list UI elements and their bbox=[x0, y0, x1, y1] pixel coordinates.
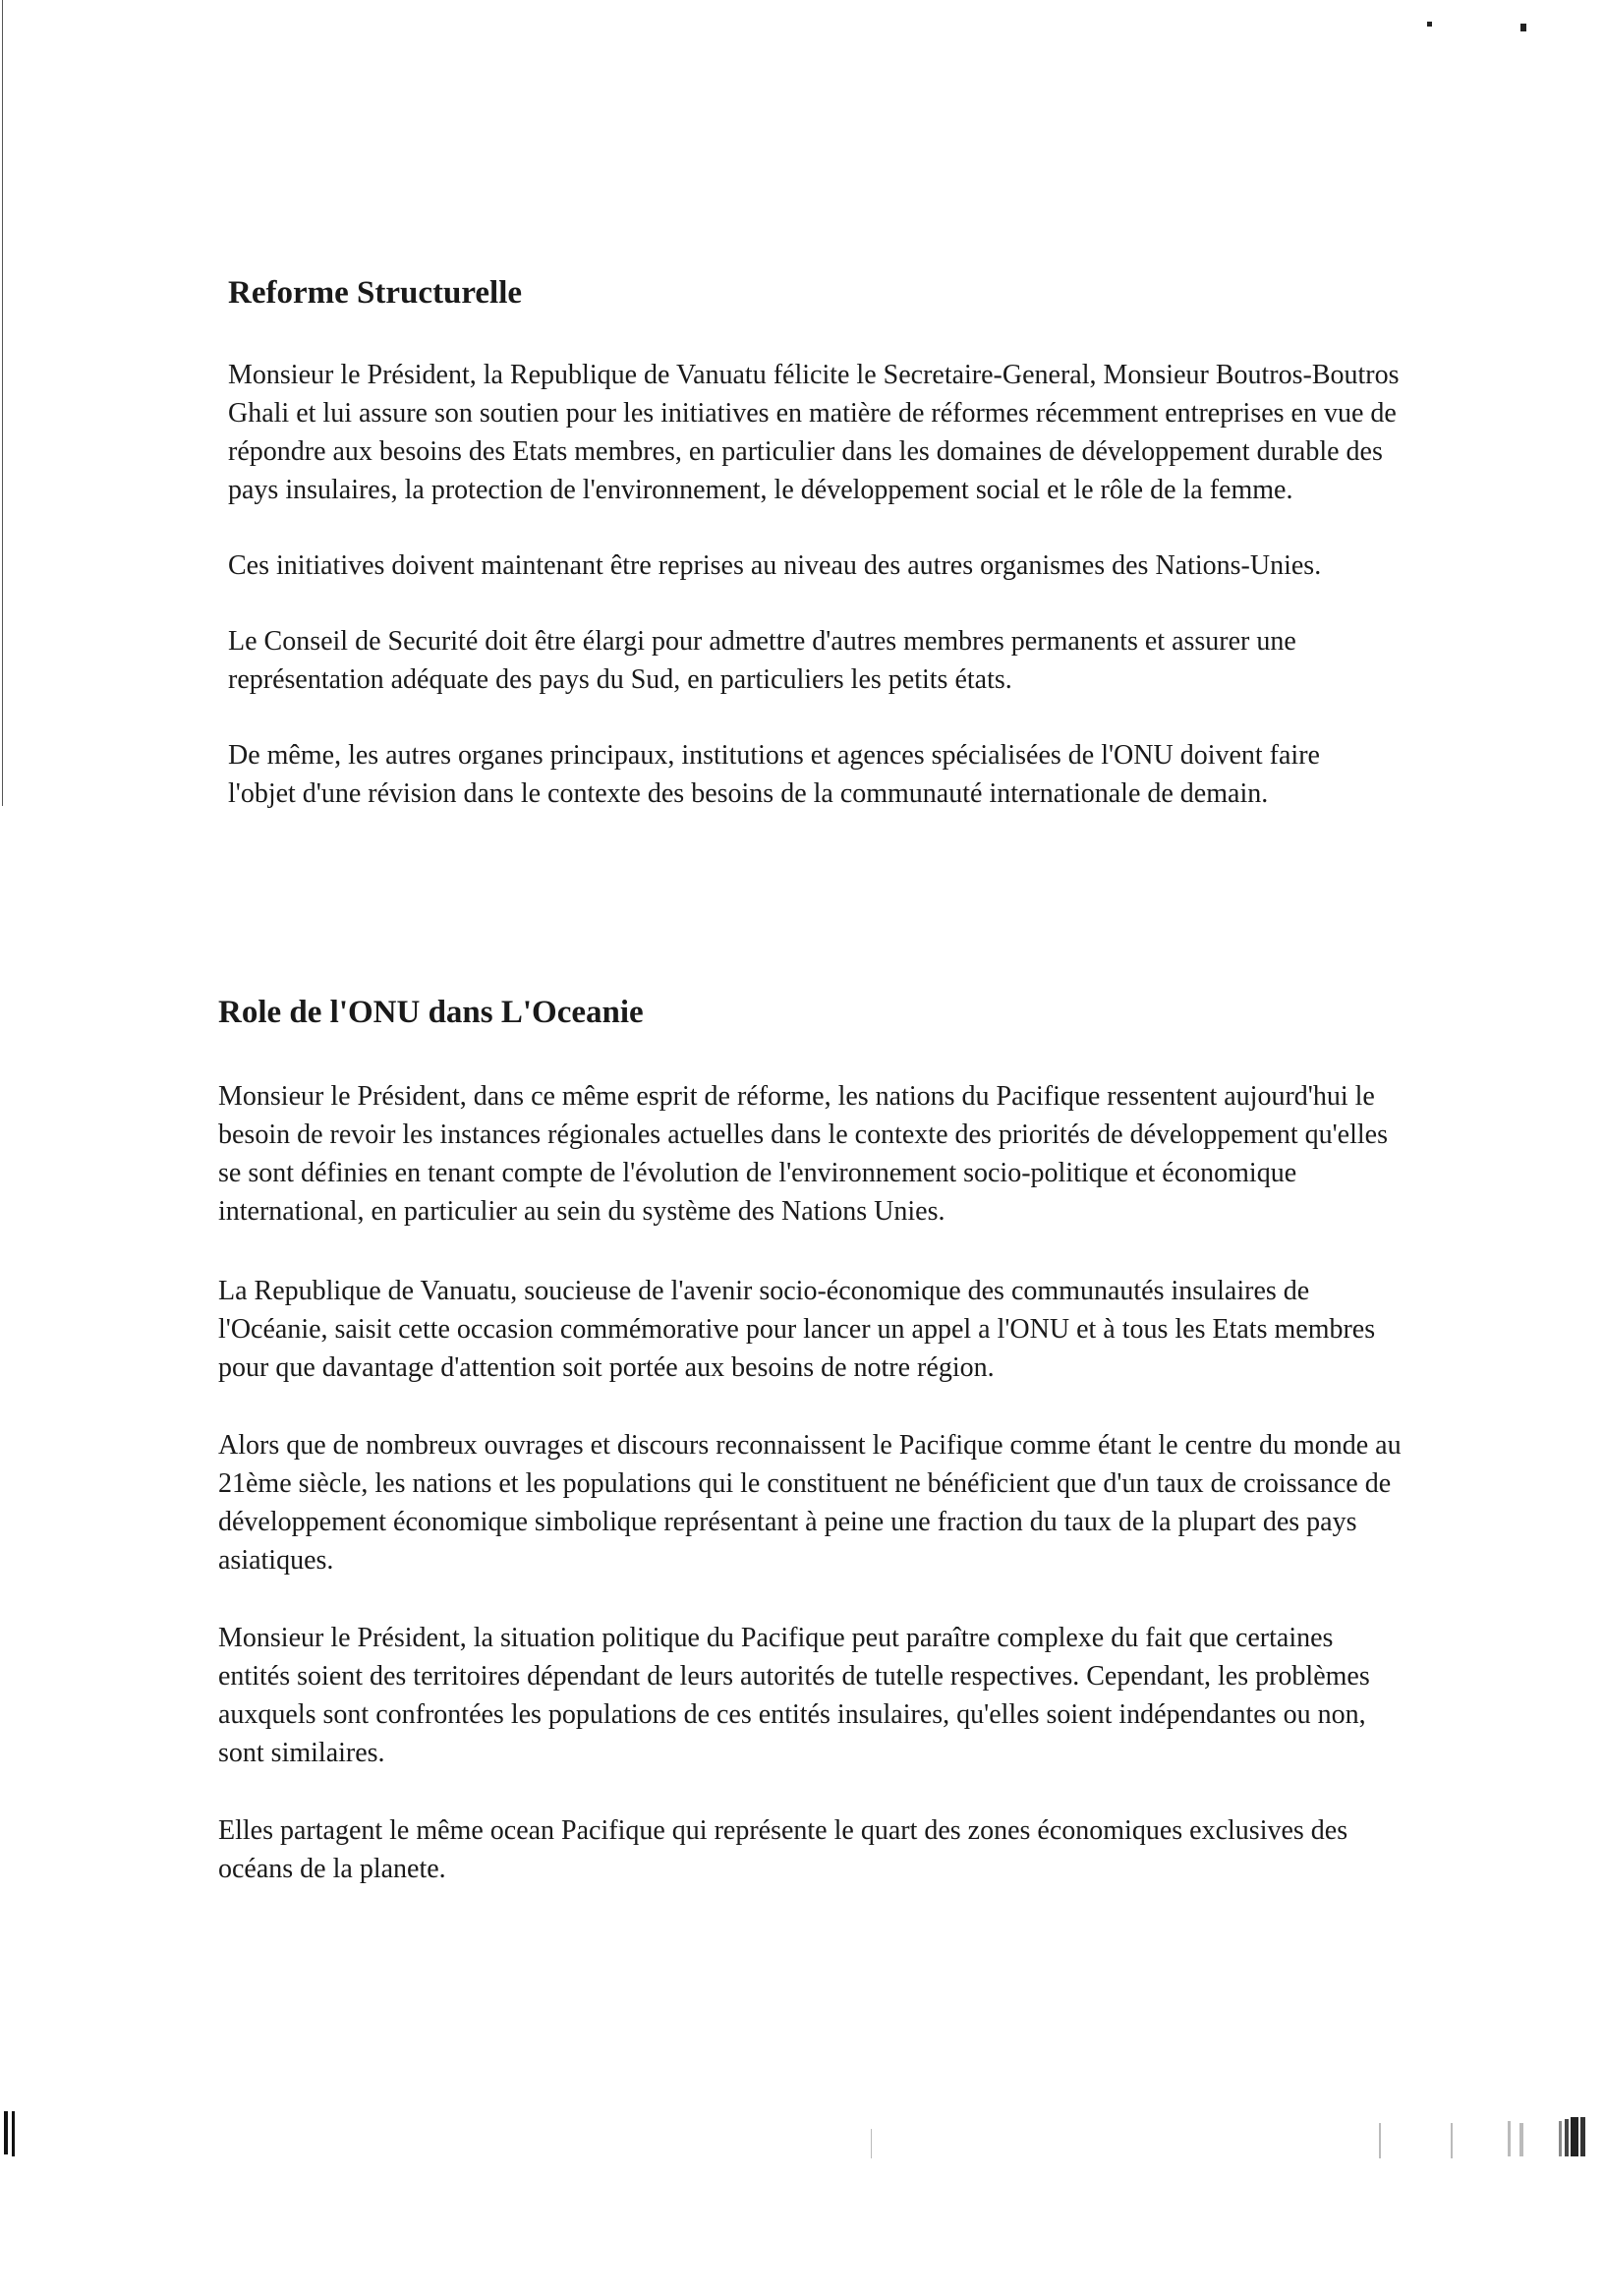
paragraph: Elles partagent le même ocean Pacifique qui représente le quart des zones économiques exclusives des océans de la planete. bbox=[218, 1815, 1348, 1884]
scan-speck bbox=[1451, 2123, 1453, 2158]
section-role-onu-oceanie bbox=[218, 993, 1427, 1888]
scan-bar bbox=[1559, 2121, 1562, 2156]
scan-speck bbox=[1379, 2123, 1381, 2158]
scan-speck bbox=[1508, 2121, 1511, 2156]
paragraph: Monsieur le Président, la Republique de Vanuatu félicite le Secretaire-General, Monsieur Boutros-Boutros Ghali et lui assure son soutien pour les initiatives en matière de réformes récemment entreprises en vue de répondre aux besoins des Etats membres, en particulier dans les domaines de développement durable des pays insulaires, la protection de l'environnement, le développement social et le rôle de la femme. bbox=[228, 360, 1400, 505]
paragraph: Monsieur le Président, la situation politique du Pacifique peut paraître complexe du fait que certaines entités soient des territoires dépendant de leurs autorités de tutelle respectives. Cependant, les problèmes auxquels sont confrontées les populations de ces entités insulaires, qu'elles soient indépendantes ou non, sont similaires. bbox=[218, 1623, 1370, 1768]
scan-bar bbox=[12, 2111, 15, 2156]
scan-speck bbox=[1427, 22, 1432, 27]
scan-bar bbox=[1580, 2117, 1585, 2156]
scan-speck bbox=[1520, 24, 1526, 31]
paragraph: Le Conseil de Securité doit être élargi pour admettre d'autres membres permanents et assurer une représentation adéquate des pays du Sud, en particuliers les petits états. bbox=[228, 626, 1296, 695]
scan-bar bbox=[1565, 2119, 1569, 2156]
scan-speck bbox=[871, 2129, 872, 2158]
paragraph: Ces initiatives doivent maintenant être reprises au niveau des autres organismes des Nations-Unies. bbox=[228, 550, 1322, 581]
scan-bar bbox=[1571, 2117, 1578, 2156]
paragraph: De même, les autres organes principaux, institutions et agences spécialisées de l'ONU doivent faire l'objet d'une révision dans le contexte des besoins de la communauté internationale de demain. bbox=[228, 740, 1320, 809]
scan-bar bbox=[4, 2111, 8, 2154]
scan-edge-line bbox=[2, 0, 3, 806]
section-heading: Role de l'ONU dans L'Oceanie bbox=[218, 995, 644, 1030]
scan-speck bbox=[1519, 2123, 1523, 2156]
paragraph: Monsieur le Président, dans ce même esprit de réforme, les nations du Pacifique ressentent aujourd'hui le besoin de revoir les instances régionales actuelles dans le contexte des priorités de développement qu'elles se sont définies en tenant compte de l'évolution de l'environnement socio-politique et économique international, en particulier au sein du système des Nations Unies. bbox=[218, 1081, 1388, 1227]
section-reforme-structurelle bbox=[228, 273, 1437, 813]
paragraph: Alors que de nombreux ouvrages et discours reconnaissent le Pacifique comme étant le centre du monde au 21ème siècle, les nations et les populations qui le constituent ne bénéficient que d'un taux de croissance de développement économique simbolique représentant à peine une fraction du taux de la plupart des pays asiatiques. bbox=[218, 1430, 1402, 1576]
paragraph: La Republique de Vanuatu, soucieuse de l'avenir socio-économique des communautés insulaires de l'Océanie, saisit cette occasion commémorative pour lancer un appel a l'ONU et à tous les Etats membres pour que davantage d'attention soit portée aux besoins de notre région. bbox=[218, 1276, 1376, 1383]
section-heading: Reforme Structurelle bbox=[228, 275, 523, 311]
